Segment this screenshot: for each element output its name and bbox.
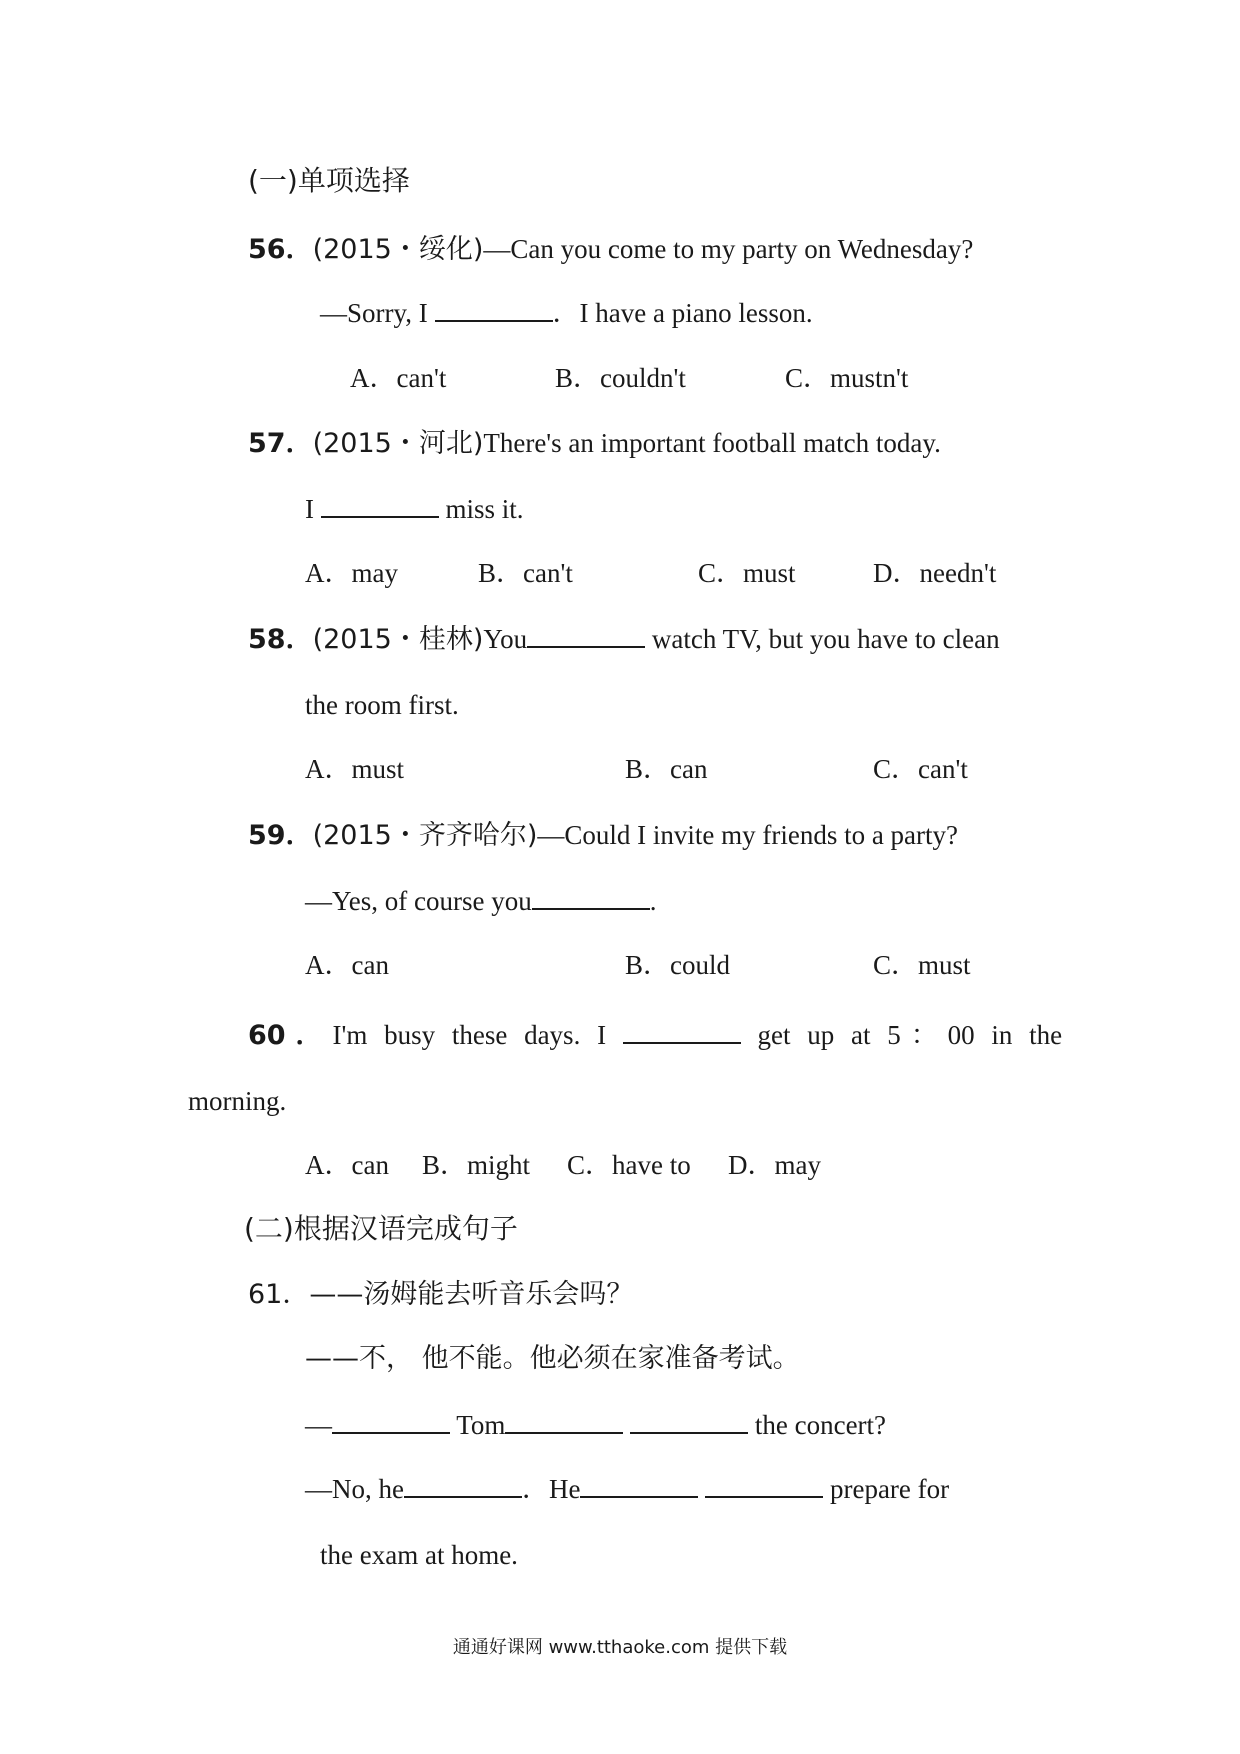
- text-segment: ．I have a piano lesson.: [552, 298, 813, 328]
- answer-blank[interactable]: [630, 1410, 748, 1434]
- question-number: 60．: [248, 1020, 333, 1051]
- option-d[interactable]: [728, 1148, 821, 1182]
- option-label: A．must: [305, 754, 405, 784]
- option-a[interactable]: [305, 556, 398, 590]
- question-61-cn2: [305, 1342, 800, 1376]
- option-c[interactable]: [873, 948, 971, 982]
- chinese-prompt: ——汤姆能去听音乐会吗？: [309, 1279, 634, 1310]
- section-title-text: (二)根据汉语完成句子: [244, 1212, 518, 1245]
- word: at: [851, 1020, 871, 1050]
- question-number: 61．: [248, 1279, 310, 1310]
- option-label: B．can: [625, 754, 708, 784]
- question-56-line2: [320, 296, 813, 330]
- question-number: 59．: [248, 820, 313, 851]
- option-b[interactable]: [625, 948, 730, 982]
- text-segment: —: [305, 1410, 332, 1440]
- question-number: 56．: [248, 234, 313, 265]
- option-c[interactable]: [567, 1148, 691, 1182]
- answer-blank[interactable]: [435, 298, 553, 322]
- option-label: B．can't: [478, 558, 573, 588]
- option-label: A．can: [305, 1150, 389, 1180]
- answer-blank[interactable]: [527, 624, 645, 648]
- option-b[interactable]: [478, 556, 573, 590]
- word: I: [597, 1020, 607, 1050]
- answer-blank[interactable]: [404, 1474, 522, 1498]
- word: get: [757, 1020, 791, 1050]
- option-label: D．needn't: [873, 558, 997, 588]
- option-label: A．can: [305, 950, 389, 980]
- text-segment: the room first.: [305, 690, 459, 720]
- option-label: B．might: [422, 1150, 531, 1180]
- question-61: [248, 1278, 633, 1312]
- word: I'm: [332, 1020, 368, 1050]
- option-label: C．must: [698, 558, 796, 588]
- word: days.: [524, 1020, 581, 1050]
- text-segment: miss it.: [445, 494, 524, 524]
- section-title-text: (一)单项选择: [248, 164, 410, 197]
- option-c[interactable]: [873, 752, 968, 786]
- question-60-line2: [188, 1084, 286, 1118]
- question-59-line2: [305, 884, 657, 918]
- question-stem: —Can you come to my party on Wednesday?: [483, 234, 974, 264]
- question-61-en2: [305, 1472, 949, 1506]
- question-59: [248, 818, 958, 853]
- question-stem: There's an important football match today.: [483, 428, 941, 458]
- option-label: B．could: [625, 950, 730, 980]
- word: in: [991, 1020, 1013, 1050]
- option-a[interactable]: [305, 1148, 389, 1182]
- question-60: [248, 1018, 1062, 1053]
- option-a[interactable]: [305, 948, 389, 982]
- option-label: C．mustn't: [785, 363, 909, 393]
- question-57: [248, 426, 941, 461]
- text-segment: .: [649, 886, 657, 916]
- question-source: (2015・齐齐哈尔): [312, 820, 538, 851]
- text-segment: ．He: [521, 1474, 581, 1504]
- page-footer: [0, 1636, 1240, 1660]
- option-b[interactable]: [625, 752, 707, 786]
- answer-blank[interactable]: [505, 1410, 623, 1434]
- option-label: C．can't: [873, 754, 968, 784]
- text-segment: the exam at home.: [320, 1540, 518, 1570]
- answer-blank[interactable]: [580, 1474, 698, 1498]
- question-58-line2: [305, 688, 459, 722]
- option-d[interactable]: [873, 556, 996, 590]
- text-segment: Tom: [456, 1410, 506, 1440]
- word: the: [1029, 1020, 1063, 1050]
- answer-blank[interactable]: [332, 1410, 450, 1434]
- footer-text: 通通好课网 www.tthaoke.com 提供下载: [452, 1637, 788, 1658]
- text-segment: —Yes, of course you: [305, 886, 532, 916]
- question-source: (2015・河北): [312, 428, 484, 459]
- text-segment: I: [305, 494, 314, 524]
- question-58: [248, 622, 1000, 657]
- answer-blank[interactable]: [623, 1020, 741, 1044]
- answer-blank[interactable]: [321, 494, 439, 518]
- option-a[interactable]: [305, 752, 404, 786]
- answer-blank[interactable]: [532, 886, 650, 910]
- text-segment: —Sorry, I: [320, 298, 428, 328]
- question-57-line2: [305, 492, 524, 526]
- option-label: B．couldn't: [555, 363, 686, 393]
- option-b[interactable]: [555, 361, 686, 395]
- question-number: 57．: [248, 428, 313, 459]
- answer-blank[interactable]: [705, 1474, 823, 1498]
- option-a[interactable]: [350, 361, 446, 395]
- word: 5：00: [887, 1020, 975, 1050]
- text-segment: watch TV, but you have to clean: [651, 624, 1000, 654]
- word: up: [807, 1020, 835, 1050]
- text-segment: morning.: [188, 1086, 287, 1116]
- question-stem: —Could I invite my friends to a party?: [537, 820, 959, 850]
- question-61-en3: [320, 1538, 518, 1572]
- section-title: [244, 1212, 518, 1246]
- question-56: [248, 232, 973, 267]
- question-number: 58．: [248, 624, 313, 655]
- question-source: (2015・绥化): [312, 234, 484, 265]
- question-61-en1: [305, 1408, 886, 1442]
- text-segment: —No, he: [305, 1474, 404, 1504]
- text-segment: prepare for: [829, 1474, 950, 1504]
- question-source: (2015・桂林): [312, 624, 484, 655]
- text-segment: You: [483, 624, 528, 654]
- word: these: [451, 1020, 508, 1050]
- word: busy: [384, 1020, 436, 1050]
- section-title: [248, 164, 410, 198]
- option-label: C．have to: [567, 1150, 691, 1180]
- option-label: D．may: [728, 1150, 821, 1180]
- option-label: A．can't: [350, 363, 447, 393]
- option-c[interactable]: [698, 556, 796, 590]
- text-segment: the concert?: [754, 1410, 887, 1440]
- option-label: C．must: [873, 950, 971, 980]
- option-label: A．may: [305, 558, 398, 588]
- option-c[interactable]: [785, 361, 908, 395]
- chinese-prompt: ——不， 他不能。他必须在家准备考试。: [305, 1343, 800, 1374]
- option-b[interactable]: [422, 1148, 530, 1182]
